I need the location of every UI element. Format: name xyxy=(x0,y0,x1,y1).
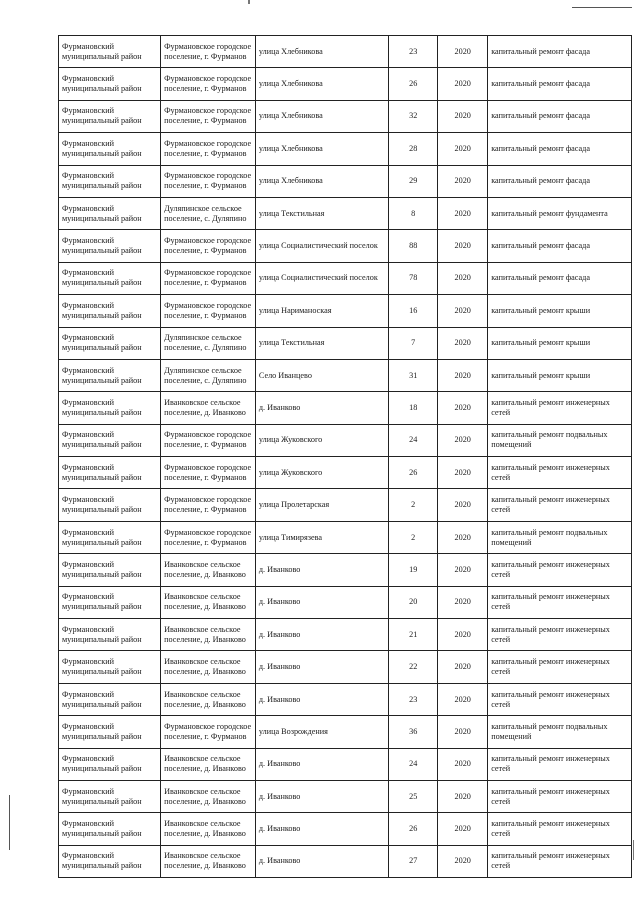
cell-street: улица Текстильная xyxy=(255,327,388,359)
cell-street: улица Пролетарская xyxy=(255,489,388,521)
cell-house-number: 18 xyxy=(389,392,438,424)
cell-district: Фурмановский муниципальный район xyxy=(59,619,161,651)
cell-year: 2020 xyxy=(438,100,488,132)
table-row xyxy=(59,489,632,521)
cell-work-type: капитальный ремонт инженерных сетей xyxy=(488,780,632,812)
cell-year: 2020 xyxy=(438,327,488,359)
cell-district: Фурмановский муниципальный район xyxy=(59,133,161,165)
cell-district: Фурмановский муниципальный район xyxy=(59,683,161,715)
table-row xyxy=(59,359,632,391)
cell-house-number: 88 xyxy=(389,230,438,262)
cell-year: 2020 xyxy=(438,651,488,683)
cell-district: Фурмановский муниципальный район xyxy=(59,392,161,424)
cell-work-type: капитальный ремонт фасада xyxy=(488,133,632,165)
table-row xyxy=(59,295,632,327)
cell-year: 2020 xyxy=(438,813,488,845)
cell-house-number: 24 xyxy=(389,748,438,780)
cell-district: Фурмановский муниципальный район xyxy=(59,586,161,618)
cell-year: 2020 xyxy=(438,165,488,197)
cell-settlement: Иванковское сельское поселение, д. Иванково xyxy=(161,748,256,780)
cell-house-number: 8 xyxy=(389,197,438,229)
cell-house-number: 78 xyxy=(389,262,438,294)
cell-settlement: Иванковское сельское поселение, д. Иванково xyxy=(161,554,256,586)
cell-district: Фурмановский муниципальный район xyxy=(59,197,161,229)
cell-house-number: 23 xyxy=(389,36,438,68)
table-row xyxy=(59,716,632,748)
cell-settlement: Фурмановское городское поселение, г. Фурманов xyxy=(161,68,256,100)
cell-district: Фурмановский муниципальный район xyxy=(59,424,161,456)
cell-district: Фурмановский муниципальный район xyxy=(59,521,161,553)
cell-street: д. Иванково xyxy=(255,619,388,651)
cell-year: 2020 xyxy=(438,716,488,748)
cell-settlement: Фурмановское городское поселение, г. Фурманов xyxy=(161,716,256,748)
cell-settlement: Иванковское сельское поселение, д. Иванково xyxy=(161,651,256,683)
table-row xyxy=(59,457,632,489)
scan-artifact-line xyxy=(572,7,632,8)
registry-body xyxy=(59,36,632,878)
cell-district: Фурмановский муниципальный район xyxy=(59,457,161,489)
cell-street: улица Жуковского xyxy=(255,424,388,456)
cell-house-number: 19 xyxy=(389,554,438,586)
cell-street: д. Иванково xyxy=(255,845,388,877)
cell-street: Село Иванцево xyxy=(255,359,388,391)
scan-artifact-margin-line xyxy=(9,795,10,850)
cell-street: д. Иванково xyxy=(255,392,388,424)
cell-work-type: капитальный ремонт инженерных сетей xyxy=(488,554,632,586)
repair-registry-table xyxy=(58,35,632,878)
table-row xyxy=(59,68,632,100)
cell-street: улица Хлебникова xyxy=(255,133,388,165)
cell-work-type: капитальный ремонт инженерных сетей xyxy=(488,392,632,424)
cell-settlement: Фурмановское городское поселение, г. Фурманов xyxy=(161,457,256,489)
table-row xyxy=(59,521,632,553)
cell-year: 2020 xyxy=(438,489,488,521)
table-row xyxy=(59,100,632,132)
cell-street: д. Иванково xyxy=(255,586,388,618)
cell-year: 2020 xyxy=(438,230,488,262)
cell-year: 2020 xyxy=(438,197,488,229)
cell-settlement: Иванковское сельское поселение, д. Иванково xyxy=(161,845,256,877)
cell-work-type: капитальный ремонт фасада xyxy=(488,100,632,132)
cell-district: Фурмановский муниципальный район xyxy=(59,554,161,586)
cell-street: д. Иванково xyxy=(255,813,388,845)
cell-work-type: капитальный ремонт инженерных сетей xyxy=(488,586,632,618)
cell-house-number: 22 xyxy=(389,651,438,683)
cell-settlement: Фурмановское городское поселение, г. Фурманов xyxy=(161,100,256,132)
cell-street: д. Иванково xyxy=(255,780,388,812)
table-row xyxy=(59,197,632,229)
cell-year: 2020 xyxy=(438,748,488,780)
table-row xyxy=(59,780,632,812)
cell-house-number: 20 xyxy=(389,586,438,618)
cell-work-type: капитальный ремонт крыши xyxy=(488,327,632,359)
table-row xyxy=(59,165,632,197)
cell-work-type: капитальный ремонт инженерных сетей xyxy=(488,845,632,877)
cell-work-type: капитальный ремонт подвальных помещений xyxy=(488,521,632,553)
cell-house-number: 29 xyxy=(389,165,438,197)
cell-house-number: 7 xyxy=(389,327,438,359)
table-row xyxy=(59,619,632,651)
cell-work-type: капитальный ремонт инженерных сетей xyxy=(488,651,632,683)
cell-district: Фурмановский муниципальный район xyxy=(59,780,161,812)
cell-street: улица Текстильная xyxy=(255,197,388,229)
cell-settlement: Иванковское сельское поселение, д. Иванково xyxy=(161,813,256,845)
cell-settlement: Фурмановское городское поселение, г. Фурманов xyxy=(161,424,256,456)
table-row xyxy=(59,748,632,780)
cell-street: улица Хлебникова xyxy=(255,100,388,132)
cell-year: 2020 xyxy=(438,36,488,68)
cell-district: Фурмановский муниципальный район xyxy=(59,359,161,391)
cell-year: 2020 xyxy=(438,780,488,812)
cell-settlement: Иванковское сельское поселение, д. Иванково xyxy=(161,586,256,618)
cell-district: Фурмановский муниципальный район xyxy=(59,716,161,748)
cell-settlement: Фурмановское городское поселение, г. Фурманов xyxy=(161,133,256,165)
cell-street: улица Жуковского xyxy=(255,457,388,489)
cell-work-type: капитальный ремонт фундамента xyxy=(488,197,632,229)
table-row xyxy=(59,133,632,165)
cell-street: д. Иванково xyxy=(255,651,388,683)
cell-house-number: 27 xyxy=(389,845,438,877)
scan-artifact-top xyxy=(248,0,250,4)
cell-district: Фурмановский муниципальный район xyxy=(59,68,161,100)
cell-house-number: 31 xyxy=(389,359,438,391)
cell-street: улица Нариманоская xyxy=(255,295,388,327)
cell-settlement: Иванковское сельское поселение, д. Иванково xyxy=(161,683,256,715)
cell-house-number: 32 xyxy=(389,100,438,132)
cell-settlement: Фурмановское городское поселение, г. Фурманов xyxy=(161,295,256,327)
cell-settlement: Фурмановское городское поселение, г. Фурманов xyxy=(161,165,256,197)
cell-work-type: капитальный ремонт фасада xyxy=(488,262,632,294)
cell-year: 2020 xyxy=(438,586,488,618)
table-row xyxy=(59,262,632,294)
cell-house-number: 26 xyxy=(389,68,438,100)
cell-district: Фурмановский муниципальный район xyxy=(59,165,161,197)
cell-street: д. Иванково xyxy=(255,748,388,780)
cell-house-number: 36 xyxy=(389,716,438,748)
cell-year: 2020 xyxy=(438,619,488,651)
cell-street: улица Социалистический поселок xyxy=(255,230,388,262)
scan-artifact-edge-line xyxy=(633,840,634,860)
cell-district: Фурмановский муниципальный район xyxy=(59,845,161,877)
table-row xyxy=(59,327,632,359)
cell-district: Фурмановский муниципальный район xyxy=(59,36,161,68)
cell-district: Фурмановский муниципальный район xyxy=(59,651,161,683)
cell-street: д. Иванково xyxy=(255,554,388,586)
cell-year: 2020 xyxy=(438,392,488,424)
cell-street: улица Тимирязева xyxy=(255,521,388,553)
cell-district: Фурмановский муниципальный район xyxy=(59,100,161,132)
cell-house-number: 26 xyxy=(389,457,438,489)
cell-house-number: 26 xyxy=(389,813,438,845)
cell-work-type: капитальный ремонт крыши xyxy=(488,295,632,327)
cell-house-number: 16 xyxy=(389,295,438,327)
table-row xyxy=(59,651,632,683)
cell-year: 2020 xyxy=(438,133,488,165)
cell-district: Фурмановский муниципальный район xyxy=(59,748,161,780)
cell-work-type: капитальный ремонт инженерных сетей xyxy=(488,489,632,521)
cell-work-type: капитальный ремонт инженерных сетей xyxy=(488,619,632,651)
cell-settlement: Иванковское сельское поселение, д. Иванково xyxy=(161,619,256,651)
cell-work-type: капитальный ремонт фасада xyxy=(488,230,632,262)
cell-house-number: 2 xyxy=(389,489,438,521)
cell-year: 2020 xyxy=(438,554,488,586)
cell-year: 2020 xyxy=(438,295,488,327)
cell-year: 2020 xyxy=(438,845,488,877)
cell-year: 2020 xyxy=(438,68,488,100)
cell-settlement: Дуляпинское сельское поселение, с. Дуляпино xyxy=(161,327,256,359)
cell-street: улица Возрождения xyxy=(255,716,388,748)
cell-work-type: капитальный ремонт фасада xyxy=(488,68,632,100)
cell-settlement: Фурмановское городское поселение, г. Фурманов xyxy=(161,521,256,553)
cell-settlement: Фурмановское городское поселение, г. Фурманов xyxy=(161,262,256,294)
cell-district: Фурмановский муниципальный район xyxy=(59,262,161,294)
cell-district: Фурмановский муниципальный район xyxy=(59,489,161,521)
cell-district: Фурмановский муниципальный район xyxy=(59,230,161,262)
cell-work-type: капитальный ремонт подвальных помещений xyxy=(488,424,632,456)
cell-street: д. Иванково xyxy=(255,683,388,715)
table-row xyxy=(59,845,632,877)
cell-work-type: капитальный ремонт инженерных сетей xyxy=(488,457,632,489)
cell-year: 2020 xyxy=(438,683,488,715)
table-row xyxy=(59,392,632,424)
cell-house-number: 2 xyxy=(389,521,438,553)
cell-settlement: Фурмановское городское поселение, г. Фурманов xyxy=(161,36,256,68)
cell-work-type: капитальный ремонт фасада xyxy=(488,165,632,197)
cell-year: 2020 xyxy=(438,521,488,553)
cell-year: 2020 xyxy=(438,424,488,456)
cell-house-number: 28 xyxy=(389,133,438,165)
cell-street: улица Хлебникова xyxy=(255,36,388,68)
table-row xyxy=(59,586,632,618)
cell-house-number: 25 xyxy=(389,780,438,812)
cell-settlement: Дуляпинское сельское поселение, с. Дуляпино xyxy=(161,197,256,229)
table-row xyxy=(59,683,632,715)
cell-settlement: Иванковское сельское поселение, д. Иванково xyxy=(161,392,256,424)
table-row xyxy=(59,36,632,68)
cell-settlement: Дуляпинское сельское поселение, с. Дуляпино xyxy=(161,359,256,391)
cell-district: Фурмановский муниципальный район xyxy=(59,295,161,327)
cell-street: улица Хлебникова xyxy=(255,68,388,100)
cell-work-type: капитальный ремонт крыши xyxy=(488,359,632,391)
cell-year: 2020 xyxy=(438,359,488,391)
table-row xyxy=(59,230,632,262)
table-row xyxy=(59,424,632,456)
cell-year: 2020 xyxy=(438,262,488,294)
cell-district: Фурмановский муниципальный район xyxy=(59,813,161,845)
cell-street: улица Социалистический поселок xyxy=(255,262,388,294)
cell-work-type: капитальный ремонт подвальных помещений xyxy=(488,716,632,748)
cell-house-number: 21 xyxy=(389,619,438,651)
cell-work-type: капитальный ремонт инженерных сетей xyxy=(488,813,632,845)
cell-work-type: капитальный ремонт инженерных сетей xyxy=(488,683,632,715)
cell-house-number: 23 xyxy=(389,683,438,715)
cell-year: 2020 xyxy=(438,457,488,489)
cell-settlement: Фурмановское городское поселение, г. Фурманов xyxy=(161,489,256,521)
cell-district: Фурмановский муниципальный район xyxy=(59,327,161,359)
table-row xyxy=(59,554,632,586)
cell-work-type: капитальный ремонт фасада xyxy=(488,36,632,68)
cell-house-number: 24 xyxy=(389,424,438,456)
table-row xyxy=(59,813,632,845)
cell-settlement: Иванковское сельское поселение, д. Иванково xyxy=(161,780,256,812)
cell-settlement: Фурмановское городское поселение, г. Фурманов xyxy=(161,230,256,262)
cell-work-type: капитальный ремонт инженерных сетей xyxy=(488,748,632,780)
cell-street: улица Хлебникова xyxy=(255,165,388,197)
